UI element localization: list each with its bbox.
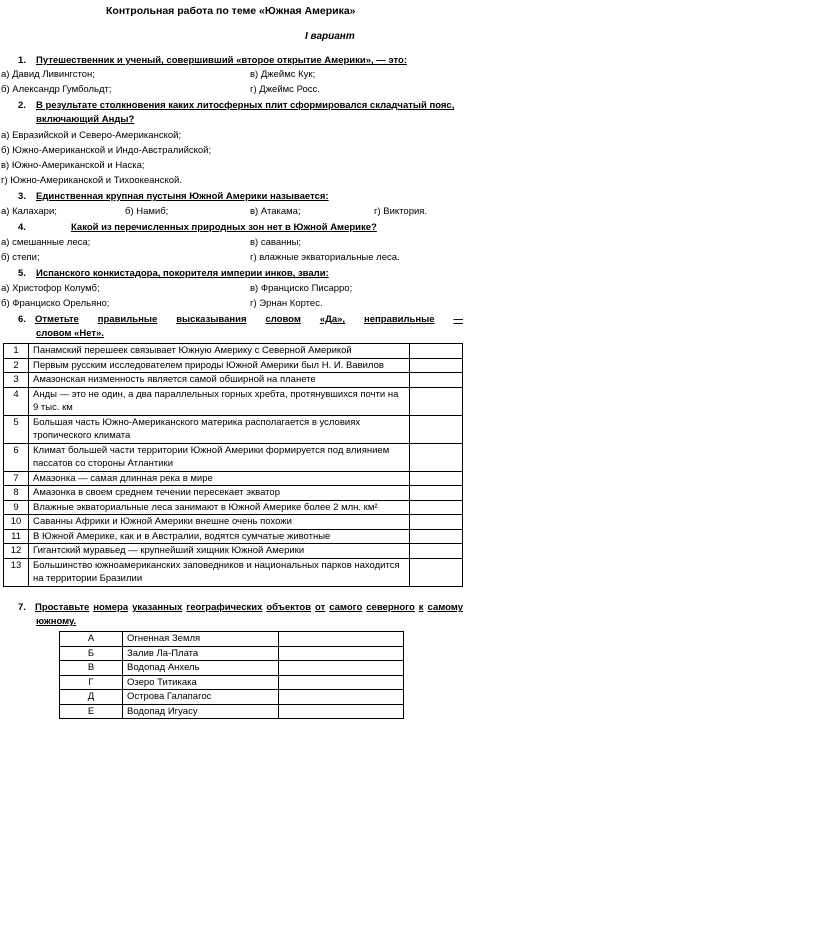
row-number: 1 <box>4 344 29 359</box>
table-row <box>60 632 404 647</box>
q7-word: номера <box>93 602 129 613</box>
table-row <box>4 486 463 501</box>
q4-number: 4. <box>18 222 26 233</box>
answer-cell[interactable] <box>410 558 463 586</box>
answer-cell[interactable] <box>279 690 404 705</box>
page-title: Контрольная работа по теме «Южная Америка» <box>106 5 356 17</box>
answer-cell[interactable] <box>410 387 463 415</box>
statement-text: Амазонка в своем среднем течении пересекает экватор <box>29 486 410 501</box>
q6-word: словом <box>265 314 301 325</box>
table-row <box>60 704 404 719</box>
table-row <box>4 443 463 471</box>
q5-text: Испанского конкистадора, покорителя империи инков, звали: <box>36 268 329 279</box>
answer-cell[interactable] <box>410 500 463 515</box>
answer-cell[interactable] <box>279 661 404 676</box>
row-number: 5 <box>4 415 29 443</box>
q2-text-line2: включающий Анды? <box>36 114 135 125</box>
q5-number: 5. <box>18 268 26 279</box>
statement-text: Влажные экваториальные леса занимают в Южной Америке более 2 млн. км² <box>29 500 410 515</box>
table-row <box>4 415 463 443</box>
q7-word: Проставьте <box>35 602 90 613</box>
row-number: 6 <box>4 443 29 471</box>
q5-option-d: г) Эрнан Кортес. <box>250 298 323 309</box>
variant-label: I вариант <box>305 31 355 42</box>
table-row <box>4 515 463 530</box>
table-row <box>4 358 463 373</box>
q2-option-a: а) Евразийской и Северо-Американской; <box>1 130 182 141</box>
q2-number: 2. <box>18 100 26 111</box>
q6-text-line1 <box>35 313 463 327</box>
q1-option-d: г) Джеймс Росс. <box>250 84 320 95</box>
q2-option-b: б) Южно-Американской и Индо-Австралийской; <box>1 145 212 156</box>
table-row <box>4 558 463 586</box>
q7-word: самому <box>427 602 463 613</box>
answer-cell[interactable] <box>410 443 463 471</box>
object-letter: Б <box>60 646 123 661</box>
q5-option-b: б) Франциско Орельяно; <box>1 298 110 309</box>
object-letter: Г <box>60 675 123 690</box>
row-number: 3 <box>4 373 29 388</box>
q7-word: от <box>315 602 326 613</box>
q1-number: 1. <box>18 55 26 66</box>
row-number: 9 <box>4 500 29 515</box>
table-row <box>4 529 463 544</box>
statement-text: Анды — это не один, а два параллельных горных хребта, протянувшихся почти на 9 тыс. км <box>29 387 410 415</box>
q7-word: указанных <box>132 602 183 613</box>
q6-word: неправильные <box>364 314 435 325</box>
q6-word: высказывания <box>176 314 247 325</box>
q6-word: «Да», <box>319 314 346 325</box>
q4-option-a: а) смешанные леса; <box>1 237 91 248</box>
answer-cell[interactable] <box>410 358 463 373</box>
q2-text-line1: В результате столкновения каких литосферных плит сформировался складчатый пояс, <box>36 100 455 111</box>
object-name: Озеро Титикака <box>123 675 279 690</box>
q2-option-d: г) Южно-Американской и Тихоокеанской. <box>1 175 182 186</box>
object-letter: А <box>60 632 123 647</box>
table-row <box>4 373 463 388</box>
object-letter: Е <box>60 704 123 719</box>
object-name: Огненная Земля <box>123 632 279 647</box>
q6-word: — <box>453 314 463 325</box>
object-name: Острова Галапагос <box>123 690 279 705</box>
table-row <box>4 544 463 559</box>
row-number: 11 <box>4 529 29 544</box>
answer-cell[interactable] <box>410 486 463 501</box>
q7-word: самого <box>329 602 363 613</box>
table-row <box>4 471 463 486</box>
q7-word: географических <box>186 602 263 613</box>
q3-number: 3. <box>18 191 26 202</box>
q1-option-b: б) Александр Гумбольдт; <box>1 84 112 95</box>
answer-cell[interactable] <box>410 544 463 559</box>
row-number: 12 <box>4 544 29 559</box>
q3-option-b: б) Намиб; <box>125 206 169 217</box>
q5-option-a: а) Христофор Колумб; <box>1 283 100 294</box>
answer-cell[interactable] <box>410 471 463 486</box>
q7-word: объектов <box>266 602 312 613</box>
table-row <box>4 344 463 359</box>
q6-word: Отметьте <box>35 314 79 325</box>
statement-text: Саванны Африки и Южной Америки внешне очень похожи <box>29 515 410 530</box>
q1-option-c: в) Джеймс Кук; <box>250 69 316 80</box>
row-number: 2 <box>4 358 29 373</box>
table-row <box>60 675 404 690</box>
statement-text: Панамский перешеек связывает Южную Америку с Северной Америкой <box>29 344 410 359</box>
q3-option-c: в) Атакама; <box>250 206 301 217</box>
answer-cell[interactable] <box>279 704 404 719</box>
q7-word: северного <box>366 602 415 613</box>
statement-text: Гигантский муравьед — крупнейший хищник Южной Америки <box>29 544 410 559</box>
object-letter: В <box>60 661 123 676</box>
object-name: Водопад Анхель <box>123 661 279 676</box>
q7-text-line2: южному. <box>36 616 77 627</box>
objects-table <box>59 631 404 719</box>
answer-cell[interactable] <box>410 515 463 530</box>
q4-underline-gap <box>36 221 70 233</box>
statement-text: Первым русским исследователем природы Южной Америки был Н. И. Вавилов <box>29 358 410 373</box>
statement-text: В Южной Америке, как и в Австралии, водятся сумчатые животные <box>29 529 410 544</box>
q7-text-line1 <box>35 601 463 615</box>
table-row <box>4 387 463 415</box>
q1-option-a: а) Давид Ливингстон; <box>1 69 95 80</box>
statement-text: Большинство южноамериканских заповедников и национальных парков находится на территории Бразилии <box>29 558 410 586</box>
row-number: 4 <box>4 387 29 415</box>
table-row <box>60 690 404 705</box>
statement-text: Амазонка — самая длинная река в мире <box>29 471 410 486</box>
answer-cell[interactable] <box>410 529 463 544</box>
q4-option-d: г) влажные экваториальные леса. <box>250 252 400 263</box>
q6-text-line2: словом «Нет». <box>36 328 104 339</box>
q5-option-c: в) Франциско Писарро; <box>250 283 353 294</box>
row-number: 8 <box>4 486 29 501</box>
object-letter: Д <box>60 690 123 705</box>
answer-cell[interactable] <box>279 632 404 647</box>
q7-number: 7. <box>18 602 26 613</box>
answer-cell[interactable] <box>410 373 463 388</box>
q2-option-c: в) Южно-Американской и Наска; <box>1 160 145 171</box>
object-name: Водопад Игуасу <box>123 704 279 719</box>
statements-table <box>3 343 463 587</box>
q4-text: Какой из перечисленных природных зон нет в Южной Америке? <box>71 222 377 233</box>
q3-option-a: а) Калахари; <box>1 206 57 217</box>
q3-text: Единственная крупная пустыня Южной Америки называется: <box>36 191 329 202</box>
row-number: 7 <box>4 471 29 486</box>
q1-text: Путешественник и ученый, совершивший «второе открытие Америки», — это: <box>36 55 408 66</box>
answer-cell[interactable] <box>410 415 463 443</box>
q4-option-c: в) саванны; <box>250 237 302 248</box>
row-number: 13 <box>4 558 29 586</box>
answer-cell[interactable] <box>279 675 404 690</box>
answer-cell[interactable] <box>279 646 404 661</box>
table-row <box>60 661 404 676</box>
q6-word: правильные <box>97 314 158 325</box>
statement-text: Большая часть Южно-Американского материка располагается в условиях тропического климата <box>29 415 410 443</box>
row-number: 10 <box>4 515 29 530</box>
q7-word: к <box>418 602 424 613</box>
table-row <box>60 646 404 661</box>
statement-text: Амазонская низменность является самой обширной на планете <box>29 373 410 388</box>
q3-option-d: г) Виктория. <box>374 206 428 217</box>
statement-text: Климат большей части территории Южной Америки формируется под влиянием пассатов со стороны Атлантики <box>29 443 410 471</box>
answer-cell[interactable] <box>410 344 463 359</box>
q4-option-b: б) степи; <box>1 252 40 263</box>
table-row <box>4 500 463 515</box>
object-name: Залив Ла-Плата <box>123 646 279 661</box>
q6-number: 6. <box>18 314 26 325</box>
